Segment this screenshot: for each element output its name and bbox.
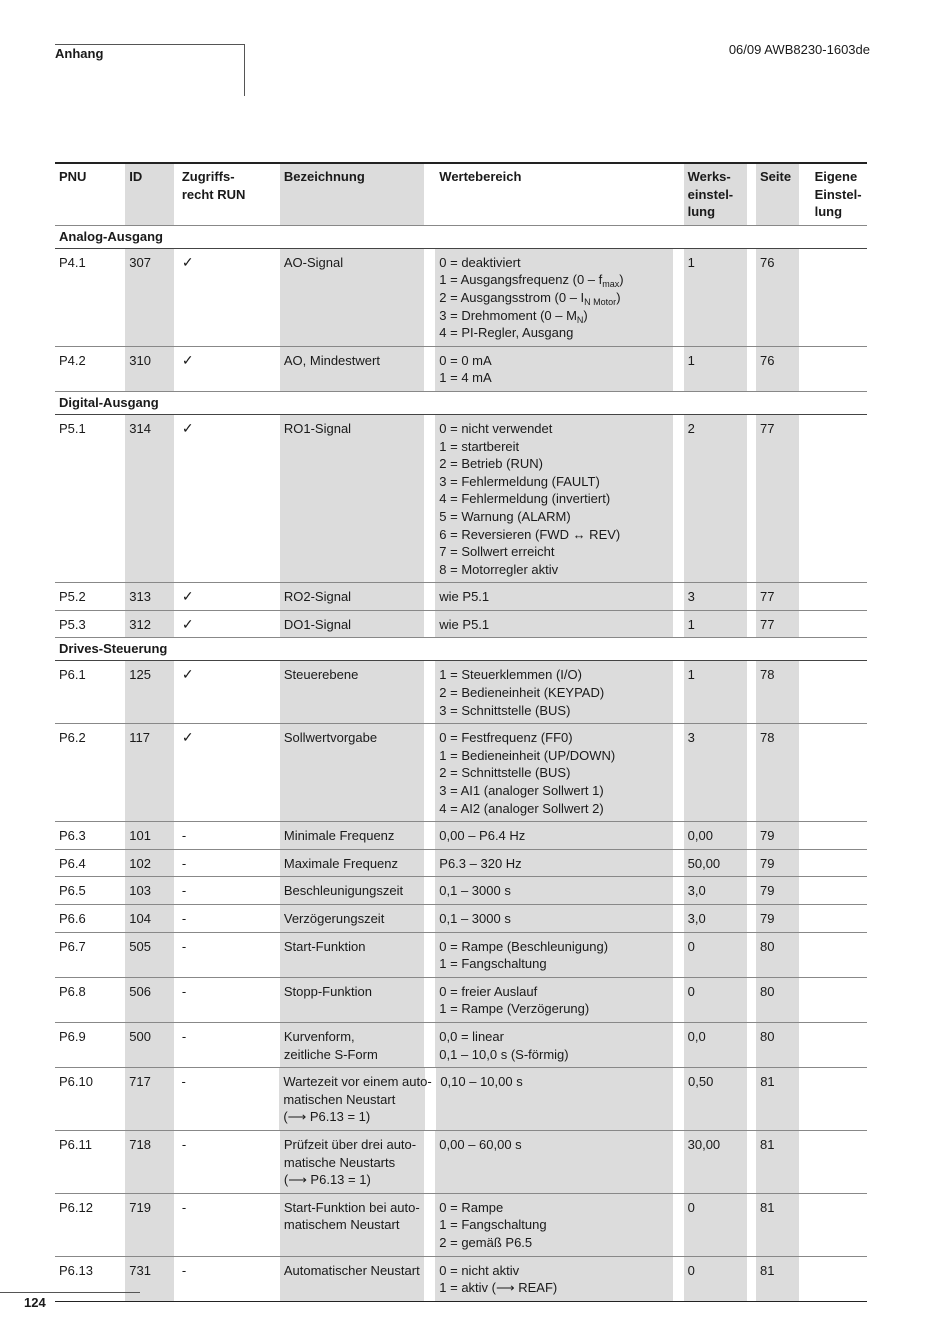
- cell-values: 0,1 – 3000 s: [435, 877, 672, 904]
- table-row: [55, 1256, 867, 1302]
- cell-default: 2: [684, 415, 747, 582]
- cell-own: [811, 611, 867, 638]
- table-row: [55, 723, 867, 821]
- col-header-name: Bezeichnung: [280, 164, 424, 225]
- cell-default: 1: [684, 249, 747, 346]
- cell-own: [811, 822, 867, 849]
- cell-default: 50,00: [684, 850, 747, 877]
- cell-page: 81: [756, 1194, 799, 1256]
- cell-values: 0 = Rampe 1 = Fangschaltung 2 = gemäß P6.5: [435, 1194, 672, 1256]
- cell-pnu: P6.9: [59, 1028, 86, 1044]
- table-row: [55, 1130, 867, 1193]
- cell-id: 312: [125, 611, 174, 638]
- cell-own: [811, 347, 867, 391]
- cell-page: 76: [756, 347, 799, 391]
- cell-own: [811, 933, 867, 977]
- cell-default: 0: [684, 1257, 747, 1301]
- cell-default: 3: [684, 583, 747, 610]
- cell-own: [811, 583, 867, 610]
- cell-page: 81: [756, 1257, 799, 1301]
- cell-id: 718: [125, 1131, 174, 1193]
- cell-run: -: [181, 1136, 187, 1152]
- table-row: [55, 346, 867, 391]
- cell-name: RO1-Signal: [280, 415, 424, 582]
- section-title: Anhang: [55, 46, 104, 61]
- header-divider: [244, 44, 245, 96]
- cell-name: Steuerebene: [280, 661, 424, 723]
- cell-own: [811, 415, 867, 582]
- cell-default: 1: [684, 661, 747, 723]
- cell-own: [811, 1194, 867, 1256]
- cell-pnu: P5.3: [59, 616, 86, 632]
- cell-run: -: [181, 828, 187, 844]
- table-row: [55, 582, 867, 610]
- cell-values: 0,1 – 3000 s: [435, 905, 672, 932]
- cell-page: 81: [756, 1068, 799, 1130]
- cell-page: 80: [756, 1023, 799, 1067]
- cell-default: 0,0: [684, 1023, 747, 1067]
- cell-own: [811, 1068, 867, 1130]
- cell-values: 0 = nicht verwendet 1 = startbereit 2 = Betrieb (RUN) 3 = Fehlermeldung (FAULT) 4 = Fehlermeldung (invertiert) 5 = Warnung (ALARM) 6 = Reversieren (FWD ↔ REV) 7 = Sollwert erreicht 8 = Motorregler aktiv: [435, 415, 672, 582]
- table-row: [55, 415, 867, 582]
- cell-pnu: P4.1: [59, 254, 86, 270]
- cell-default: 30,00: [684, 1131, 747, 1193]
- cell-id: 313: [125, 583, 174, 610]
- cell-pnu: P6.12: [59, 1199, 93, 1215]
- cell-run: -: [181, 1074, 186, 1090]
- cell-own: [811, 661, 867, 723]
- cell-values: 0 = Festfrequenz (FF0) 1 = Bedieneinheit (UP/DOWN) 2 = Schnittstelle (BUS) 3 = AI1 (analoger Sollwert 1) 4 = AI2 (analoger Sollwert 2): [435, 724, 672, 821]
- cell-name: Start-Funktion bei auto- matischem Neustart: [280, 1194, 424, 1256]
- cell-default: 0,00: [684, 822, 747, 849]
- table-row: [55, 932, 867, 977]
- cell-page: 78: [756, 661, 799, 723]
- cell-run: -: [181, 983, 187, 999]
- section-heading: Digital-Ausgang: [55, 391, 867, 415]
- col-header-pnu: PNU: [59, 169, 87, 184]
- cell-own: [811, 1023, 867, 1067]
- col-header-values: Wertebereich: [439, 169, 522, 184]
- cell-name: Prüfzeit über drei auto- matische Neustarts (⟶ P6.13 = 1): [280, 1131, 424, 1193]
- cell-own: [811, 1257, 867, 1301]
- cell-own: [811, 724, 867, 821]
- cell-name: AO, Mindestwert: [280, 347, 424, 391]
- cell-run: -: [181, 1028, 187, 1044]
- cell-run: -: [181, 883, 187, 899]
- cell-id: 101: [125, 822, 174, 849]
- cell-values: 0,0 = linear 0,1 – 10,0 s (S-förmig): [435, 1023, 672, 1067]
- cell-run: -: [181, 855, 187, 871]
- cell-own: [811, 850, 867, 877]
- table-row: [55, 876, 867, 904]
- cell-run: ✓: [181, 588, 194, 605]
- cell-page: 78: [756, 724, 799, 821]
- table-row: [55, 904, 867, 932]
- cell-id: 102: [125, 850, 174, 877]
- cell-name: Verzögerungszeit: [280, 905, 424, 932]
- table-row: [55, 249, 867, 346]
- cell-run: -: [181, 1262, 187, 1278]
- cell-values: P6.3 – 320 Hz: [435, 850, 672, 877]
- cell-pnu: P6.10: [59, 1074, 93, 1090]
- cell-name: Maximale Frequenz: [280, 850, 424, 877]
- cell-name: RO2-Signal: [280, 583, 424, 610]
- cell-name: Stopp-Funktion: [280, 978, 424, 1022]
- cell-pnu: P6.8: [59, 983, 86, 999]
- cell-pnu: P6.5: [59, 883, 86, 899]
- cell-id: 307: [125, 249, 174, 346]
- section-heading: Drives-Steuerung: [55, 637, 867, 661]
- table-row: [55, 1067, 867, 1130]
- cell-values: 0,10 – 10,00 s: [436, 1068, 673, 1130]
- cell-values: 0,00 – P6.4 Hz: [435, 822, 672, 849]
- cell-name: Automatischer Neustart: [280, 1257, 424, 1301]
- col-header-run: Zugriffs- recht RUN: [181, 169, 246, 202]
- cell-page: 79: [756, 905, 799, 932]
- cell-values: 0 = nicht aktiv 1 = aktiv (⟶ REAF): [435, 1257, 672, 1301]
- cell-own: [811, 1131, 867, 1193]
- col-header-default: Werks- einstel- lung: [684, 164, 747, 225]
- cell-id: 310: [125, 347, 174, 391]
- cell-values: 0 = freier Auslauf 1 = Rampe (Verzögerung): [435, 978, 672, 1022]
- cell-name: Kurvenform, zeitliche S-Form: [280, 1023, 424, 1067]
- footer-rule: [0, 1292, 140, 1293]
- cell-values: wie P5.1: [435, 583, 672, 610]
- cell-id: 719: [125, 1194, 174, 1256]
- cell-pnu: P6.7: [59, 938, 86, 954]
- cell-pnu: P6.13: [59, 1262, 93, 1278]
- document-id: 06/09 AWB8230-1603de: [728, 42, 870, 57]
- cell-pnu: P5.2: [59, 589, 86, 605]
- cell-run: ✓: [181, 419, 194, 436]
- cell-run: ✓: [181, 729, 194, 746]
- cell-name: Sollwertvorgabe: [280, 724, 424, 821]
- cell-name: Wartezeit vor einem auto- matischen Neustart (⟶ P6.13 = 1): [279, 1068, 425, 1130]
- cell-id: 505: [125, 933, 174, 977]
- cell-name: DO1-Signal: [280, 611, 424, 638]
- header-rule: [55, 44, 245, 45]
- cell-default: 0: [684, 933, 747, 977]
- cell-pnu: P6.6: [59, 911, 86, 926]
- cell-default: 3,0: [684, 905, 747, 932]
- cell-pnu: P6.4: [59, 855, 86, 871]
- cell-default: 0: [684, 978, 747, 1022]
- cell-id: 717: [125, 1068, 173, 1130]
- cell-page: 77: [756, 583, 799, 610]
- table-row: [55, 977, 867, 1022]
- cell-id: 117: [125, 724, 174, 821]
- page-number: 124: [24, 1295, 46, 1310]
- cell-pnu: P6.11: [59, 1136, 93, 1152]
- table-row: [55, 1022, 867, 1067]
- cell-default: 1: [684, 611, 747, 638]
- cell-page: 81: [756, 1131, 799, 1193]
- cell-run: ✓: [181, 351, 194, 368]
- cell-values: 0 = deaktiviert 1 = Ausgangsfrequenz $(0 - f_{max})$ 2 = Ausgangsstrom $(0 - I_{N Motor})$ 3 = Drehmoment $(0 - M_N)$ 4 = PI-Regler, Ausgang: [435, 249, 672, 346]
- cell-run: -: [181, 1199, 187, 1215]
- cell-id: 500: [125, 1023, 174, 1067]
- cell-page: 79: [756, 822, 799, 849]
- cell-values: 0,00 – 60,00 s: [435, 1131, 672, 1193]
- cell-own: [811, 877, 867, 904]
- table-row: [55, 849, 867, 877]
- cell-name: AO-Signal: [280, 249, 424, 346]
- cell-default: 3,0: [684, 877, 747, 904]
- cell-pnu: P4.2: [59, 352, 86, 368]
- cell-id: 314: [125, 415, 174, 582]
- cell-id: 103: [125, 877, 174, 904]
- cell-run: -: [181, 911, 187, 926]
- cell-run: -: [181, 938, 187, 954]
- cell-default: 1: [684, 347, 747, 391]
- table-row: [55, 821, 867, 849]
- cell-pnu: P6.2: [59, 730, 86, 746]
- cell-own: [811, 978, 867, 1022]
- cell-page: 77: [756, 415, 799, 582]
- cell-default: 0: [684, 1194, 747, 1256]
- table-row: [55, 661, 867, 723]
- cell-id: 731: [125, 1257, 174, 1301]
- cell-name: Minimale Frequenz: [280, 822, 424, 849]
- cell-values: 0 = 0 mA 1 = 4 mA: [435, 347, 672, 391]
- cell-run: ✓: [181, 253, 194, 270]
- cell-run: ✓: [181, 615, 194, 632]
- cell-page: 77: [756, 611, 799, 638]
- cell-run: ✓: [181, 666, 194, 683]
- cell-id: 104: [125, 905, 174, 932]
- parameter-table: [55, 162, 867, 1302]
- cell-page: 79: [756, 850, 799, 877]
- col-header-page: Seite: [756, 164, 799, 225]
- cell-pnu: P6.3: [59, 828, 86, 844]
- cell-page: 80: [756, 933, 799, 977]
- table-row: [55, 610, 867, 638]
- cell-default: 0,50: [684, 1068, 747, 1130]
- cell-own: [811, 905, 867, 932]
- cell-id: 125: [125, 661, 174, 723]
- cell-page: 79: [756, 877, 799, 904]
- col-header-id: ID: [125, 164, 174, 225]
- col-header-own: Eigene Einstel- lung: [814, 169, 862, 220]
- section-heading: Analog-Ausgang: [55, 225, 867, 249]
- cell-own: [811, 249, 867, 346]
- cell-page: 76: [756, 249, 799, 346]
- table-row: [55, 1193, 867, 1256]
- cell-default: 3: [684, 724, 747, 821]
- cell-name: Beschleunigungszeit: [280, 877, 424, 904]
- cell-values: 0 = Rampe (Beschleunigung) 1 = Fangschaltung: [435, 933, 672, 977]
- cell-name: Start-Funktion: [280, 933, 424, 977]
- table-header: [55, 162, 867, 225]
- cell-pnu: P5.1: [59, 420, 86, 436]
- cell-page: 80: [756, 978, 799, 1022]
- cell-values: wie P5.1: [435, 611, 672, 638]
- table-body: [55, 225, 867, 1302]
- cell-id: 506: [125, 978, 174, 1022]
- cell-pnu: P6.1: [59, 667, 86, 683]
- cell-values: 1 = Steuerklemmen (I/O) 2 = Bedieneinheit (KEYPAD) 3 = Schnittstelle (BUS): [435, 661, 672, 723]
